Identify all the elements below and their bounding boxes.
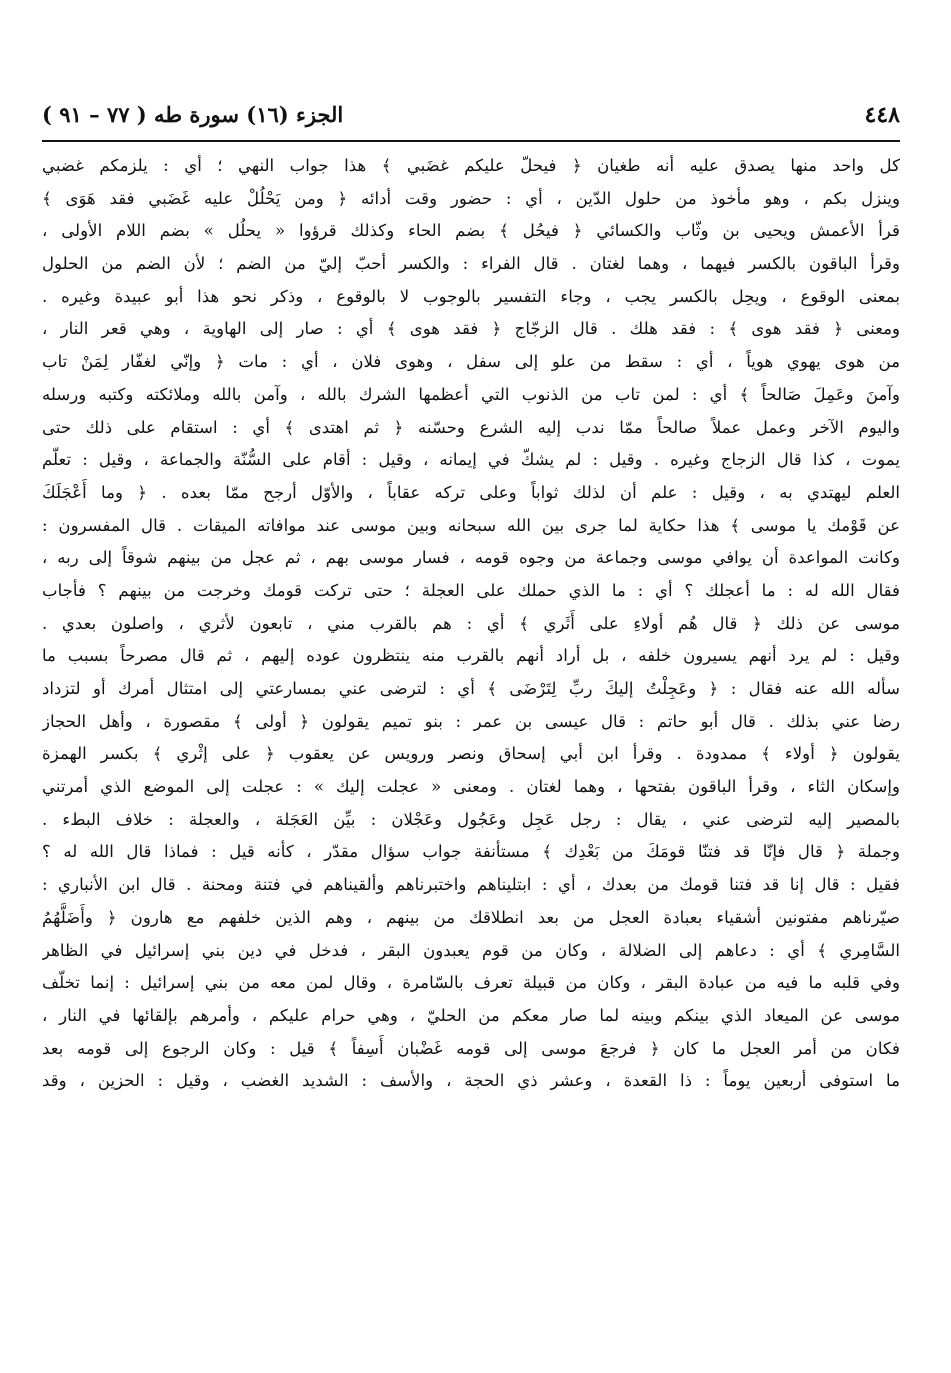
text-line: وجملة ﴿ قال فإنّا قد فتنّا قومَكَ من بَعْدِك ﴾ مستأنفة جواب سؤال مقدّر ، كأنه قيل : فماذا قال الله له ؟ [42, 842, 900, 862]
text-line: فقال الله له : ما أعجلك ؟ أي : ما الذي حملك على العجلة ؛ حتى تركت قومك وخرجت من بينهم ؟ فأجاب [42, 580, 900, 600]
text-line: واليوم الآخر وعمل عملاً صالحاً ممّا ندب إليه الشرع وحسّنه ﴿ ثم اهتدى ﴾ أي : استقام على ذلك حتى [42, 417, 900, 437]
text-line: فقيل : قال إنا قد فتنا قومك من بعدك ، أي : ابتليناهم واختبرناهم وألقيناهم في فتنة ومحنة . قال ابن الأنباري : [42, 875, 900, 895]
text-line: موسى عن ذلك ﴿ قال هُم أولاءِ على أَثَري ﴾ أي : هم بالقرب مني ، تابعون لأثري ، واصلون بعدي . [42, 613, 900, 633]
text-line: من هوى يهوي هوياً ، أي : سقط من علو إلى سفل ، وهوى فلان ، أي : مات ﴿ وإنّي لغفّار لِمَنْ تاب [42, 352, 900, 372]
text-line: ما استوفى أربعين يوماً : ذا القعدة ، وعشر ذي الحجة ، والأسف : الشديد الغضب ، وقيل : الحزين ، وقد [42, 1071, 900, 1091]
text-line: السَّامِري ﴾ أي : دعاهم إلى الضلالة ، وكان من قوم يعبدون البقر ، فدخل في دين بني إسرائيل في الظاهر [42, 940, 900, 960]
text-line: وقرأ الباقون بالكسر فيهما ، وهما لغتان . قال الفراء : والكسر أحبّ إليّ من الضم ؛ لأن الضم من الحلول [42, 254, 900, 274]
text-line: بالمصير إليه لترضى عني ، يقال : رجل عَجِل وعَجُول وعَجْلان : بيِّن العَجَلة ، والعجلة : خلاف البطء . [42, 809, 900, 829]
text-line: سأله الله عنه فقال : ﴿ وعَجِلْتُ إليكَ ربِّ لِتَرْضَى ﴾ أي : لترضى عني بمسارعتي إلى امتثال أمرك أو لتزداد [42, 679, 900, 698]
text-line: صيّرناهم مفتونين أشقياء بعبادة العجل من بعد انطلاقك من بينهم ، وهم الذين خلفهم مع هارون ﴿ وأَضَلَّهُمُ [42, 907, 900, 927]
page-header [42, 100, 900, 132]
text-line: وفي قلبه ما فيه من عبادة البقر ، وكان من قبيلة تعرف بالسّامرة ، وقال لمن معه من بني إسرائيل : إنما تخلّف [42, 973, 900, 993]
running-title: الجزء (١٦) سورة طه ( ٧٧ – ٩١ ) [42, 102, 344, 127]
text-line: فكان من أمر العجل ما كان ﴿ فرجعَ موسى إلى قومه غَضْبان أَسِفاً ﴾ قيل : وكان الرجوع إلى قومه بعد [42, 1038, 900, 1058]
page-number: ٤٤٨ [864, 102, 900, 128]
text-line: قرأ الأعمش ويحيى بن وثّاب والكسائي ﴿ فيحُل ﴾ بضم الحاء وكذلك قرؤوا « يحلُل » بضم اللام الأولى ، [42, 221, 900, 241]
text-line: كل واحد منها يصدق عليه أنه طغيان ﴿ فيحلّ عليكم غضَبي ﴾ هذا جواب النهي ؛ أي : يلزمكم غضبي [42, 156, 900, 175]
text-line: رضا عني بذلك . قال أبو حاتم : قال عيسى بن عمر : بنو تميم يقولون ﴿ أولى ﴾ مقصورة ، وأهل الحجاز [42, 711, 900, 731]
text-line: وآمنَ وعَمِلَ صَالحاً ﴾ أي : لمن تاب من الذنوب التي أعظمها الشرك بالله ، وآمن بالله وملائكته وكتبه ورسله [42, 384, 900, 404]
header-rule [42, 140, 900, 142]
text-line: يقولون ﴿ أولاء ﴾ ممدودة . وقرأ ابن أبي إسحاق ونصر ورويس عن يعقوب ﴿ على إثْري ﴾ بكسر الهمزة [42, 744, 900, 764]
text-line: يموت ، كذا قال الزجاج وغيره . وقيل : لم يشكّ في إيمانه ، وقيل : أقام على السُّنّة والجماعة ، وقيل : تعلّم [42, 450, 900, 470]
text-line: وينزل بكم ، وهو مأخوذ من حلول الدّين ، أي : حضور وقت أدائه ﴿ ومن يَحْلُلْ عليه غَضَبي فقد هَوَى ﴾ [42, 188, 900, 208]
text-line: وإسكان الثاء ، وقرأ الباقون بفتحها ، وهما لغتان . ومعنى « عجلت إليك » : عجلت إلى الموضع الذي أمرتني [42, 777, 900, 797]
text-line: وكانت المواعدة أن يوافي موسى وجماعة من وجوه قومه ، فسار موسى بهم ، ثم عجل من بينهم شوقاً إلى ربه ، [42, 548, 900, 568]
body-text [42, 150, 900, 1098]
text-line: العلم ليهتدي به ، وقيل : علم أن لذلك ثواباً وعلى تركه عقاباً ، والأوّل أرجح ممّا بعده . ﴿ وما أَعْجَلَكَ [42, 482, 900, 502]
text-line: موسى عن الميعاد الذي بينكم وبينه لما صار معكم من الحليّ ، وهي حرام عليكم ، وأمرهم بإلقائها في النار ، [42, 1005, 900, 1025]
text-line: عن قَوْمك يا موسى ﴾ هذا حكاية لما جرى بين الله سبحانه وبين موسى عند موافاته الميقات . قال المفسرون : [42, 515, 900, 535]
text-line: ومعنى ﴿ فقد هوى ﴾ : فقد هلك . قال الزجّاج ﴿ فقد هوى ﴾ أي : صار إلى الهاوية ، وهي قعر النار ، [42, 319, 900, 339]
text-line: وقيل : لم يرد أنهم يسيرون خلفه ، بل أراد أنهم بالقرب منه ينتظرون عوده إليهم ، ثم قال مصرحاً بسبب ما [42, 646, 900, 666]
text-line: بمعنى الوقوع ، ويحِل بالكسر يجب ، وجاء التفسير بالوجوب لا بالوقوع ، وذكر نحو هذا أبو عبيدة وغيره . [42, 286, 900, 306]
